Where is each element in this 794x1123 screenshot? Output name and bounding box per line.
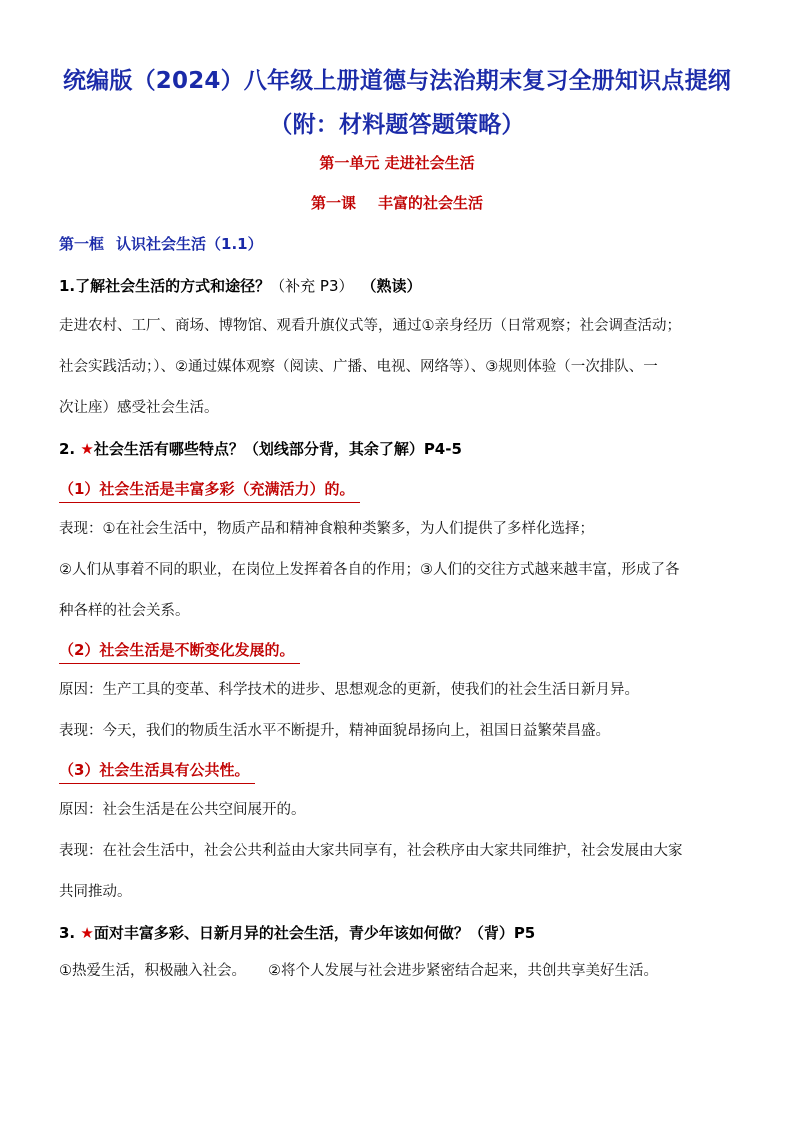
- content-body: [0, 232, 794, 992]
- star-icon: ★: [80, 440, 94, 458]
- question-1-text: 1.了解社会生活的方式和途径？: [59, 277, 271, 295]
- lesson-number: 第一课: [310, 194, 356, 212]
- unit-heading: 第一单元 走进社会生活: [319, 154, 475, 172]
- document-title-line-1: 统编版（2024）八年级上册道德与法治期末复习全册知识点提纲: [62, 68, 731, 94]
- frame-number: 第一框: [59, 235, 105, 253]
- lesson-heading: [0, 192, 794, 214]
- question-2-prefix: 2.: [59, 440, 81, 458]
- question-1-answer: [59, 306, 742, 429]
- point-2: [59, 638, 742, 664]
- answer-line: 社会实践活动；）、②通过媒体观察（阅读、广播、电视、网络等）、③规则体验（一次排队、一: [59, 359, 658, 375]
- question-1-tag: （熟读）: [361, 277, 422, 295]
- point-1-heading: （1）社会生活是丰富多彩（充满活力）的。: [59, 477, 360, 503]
- point-1: [59, 477, 742, 503]
- point-2-heading: （2）社会生活是不断变化发展的。: [59, 638, 300, 664]
- question-3-prefix: 3.: [59, 924, 81, 942]
- body-line: 表现：①在社会生活中，物质产品和精神食粮种类繁多，为人们提供了多样化选择；: [59, 521, 594, 537]
- body-line: 共同推动。: [59, 884, 132, 900]
- question-1-note: （补充 P3）: [270, 277, 354, 295]
- point-3-heading: （3）社会生活具有公共性。: [59, 758, 255, 784]
- body-line: 原因：生产工具的变革、科学技术的进步、思想观念的更新，使我们的社会生活日新月异。: [59, 682, 639, 698]
- frame-name: 认识社会生活（1.1）: [116, 235, 263, 253]
- answer-line: 走进农村、工厂、商场、博物馆、观看升旗仪式等，通过①亲身经历（日常观察；社会调查活动；: [59, 318, 681, 334]
- answer-item-2: ②将个人发展与社会进步紧密结合起来，共创共享美好生活。: [268, 963, 658, 979]
- point-2-body: [59, 670, 742, 752]
- question-1: [59, 274, 742, 298]
- question-2-text: 社会生活有哪些特点？（划线部分背，其余了解）P4-5: [93, 440, 462, 458]
- body-line: 表现：在社会生活中，社会公共利益由大家共同享有，社会秩序由大家共同维护，社会发展由大家: [59, 843, 683, 859]
- body-line: ②人们从事着不同的职业，在岗位上发挥着各自的作用；③人们的交往方式越来越丰富，形成了各: [59, 562, 680, 578]
- question-3-text: 面对丰富多彩、日新月异的社会生活，青少年该如何做？（背）P5: [93, 924, 536, 942]
- lesson-name: 丰富的社会生活: [378, 194, 484, 212]
- document-title-line-2: （附：材料题答题策略）: [269, 112, 525, 138]
- body-line: 原因：社会生活是在公共空间展开的。: [59, 802, 306, 818]
- answer-line: 次让座）感受社会生活。: [59, 400, 219, 416]
- point-3-body: [59, 790, 742, 913]
- question-3-answer: [59, 951, 742, 992]
- question-3: [59, 921, 742, 945]
- question-2: [59, 437, 742, 461]
- frame-heading: [59, 232, 742, 256]
- star-icon: ★: [80, 924, 94, 942]
- point-1-body: [59, 509, 742, 632]
- answer-item-1: ①热爱生活，积极融入社会。: [59, 963, 246, 979]
- body-line: 表现：今天，我们的物质生活水平不断提升，精神面貌昂扬向上，祖国日益繁荣昌盛。: [59, 723, 610, 739]
- point-3: [59, 758, 742, 784]
- answer-line: [59, 951, 742, 992]
- body-line: 种各样的社会关系。: [59, 603, 190, 619]
